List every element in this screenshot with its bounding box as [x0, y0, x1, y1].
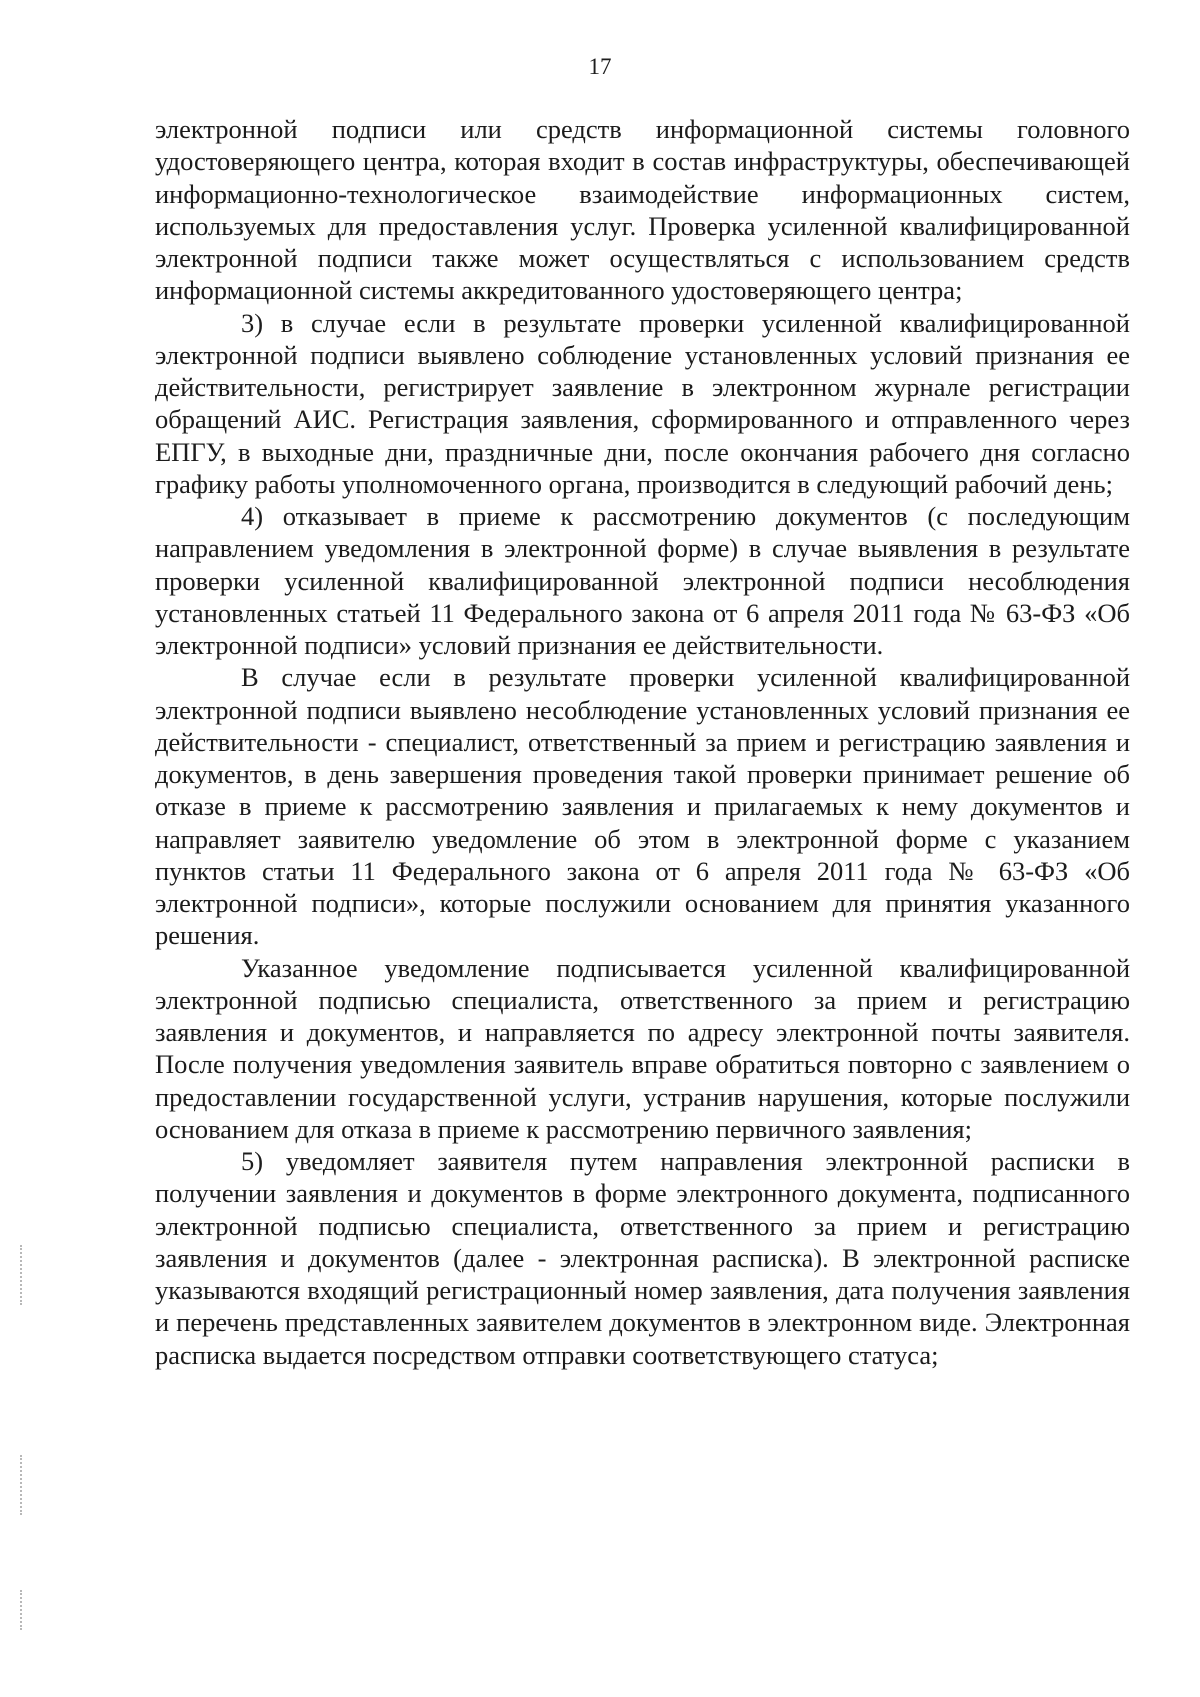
paragraph-item-4: 4) отказывает в приеме к рассмотрению документов (с последующим направлением уведомления в электронной форме) в случае выявления в результате проверки усиленной квалифицированной электронной подписи несоблюдения установленных статьей 11 Федерального закона от 6 апреля 2011 года № 63-ФЗ «Об электронной подписи» условий признания ее действительности.	[155, 501, 1130, 660]
paragraph-notification: Указанное уведомление подписывается усиленной квалифицированной электронной подписью специалиста, ответственного за прием и регистрацию заявления и документов, и направляется по адресу электронной почты заявителя. После получения уведомления заявитель вправе обратиться повторно с заявлением о предоставлении государственной услуги, устранив нарушения, которые послужили основанием для отказа в приеме к рассмотрению первичного заявления;	[155, 952, 1130, 1144]
paragraph-continuation: электронной подписи или средств информационной системы головного удостоверяющего центра, которая входит в состав инфраструктуры, обеспечивающей информационно-технологическое взаимодействие информационных систем, используемых для предоставления услуг. Проверка усиленной квалифицированной электронной подписи также может осуществляться с использованием средств информационной системы аккредитованного удостоверяющего центра;	[155, 114, 1130, 306]
scan-margin-mark	[20, 1245, 24, 1305]
document-body	[155, 113, 1130, 1371]
scan-margin-mark	[20, 1455, 24, 1515]
paragraph-item-5: 5) уведомляет заявителя путем направления электронной расписки в получении заявления и документов в форме электронного документа, подписанного электронной подписью специалиста, ответственного за прием и регистрацию заявления и документов (далее - электронная расписка). В электронной расписке указываются входящий регистрационный номер заявления, дата получения заявления и перечень представленных заявителем документов в электронном виде. Электронная расписка выдается посредством отправки соответствующего статуса;	[155, 1146, 1130, 1370]
scan-margin-mark	[20, 1590, 24, 1630]
page-number: 17	[588, 54, 612, 79]
paragraph-item-3: 3) в случае если в результате проверки усиленной квалифицированной электронной подписи выявлено соблюдение установленных условий признания ее действительности, регистрирует заявление в электронном журнале регистрации обращений АИС. Регистрация заявления, сформированного и отправленного через ЕПГУ, в выходные дни, праздничные дни, после окончания рабочего дня согласно графику работы уполномоченного органа, производится в следующий рабочий день;	[155, 307, 1130, 499]
paragraph-refusal-case: В случае если в результате проверки усиленной квалифицированной электронной подписи выявлено несоблюдение установленных условий признания ее действительности - специалист, ответственный за прием и регистрацию заявления и документов, в день завершения проведения такой проверки принимает решение об отказе в приеме к рассмотрению заявления и прилагаемых к нему документов и направляет заявителю уведомление об этом в электронной форме с указанием пунктов статьи 11 Федерального закона от 6 апреля 2011 года № 63-ФЗ «Об электронной подписи», которые послужили основанием для принятия указанного решения.	[155, 662, 1130, 951]
